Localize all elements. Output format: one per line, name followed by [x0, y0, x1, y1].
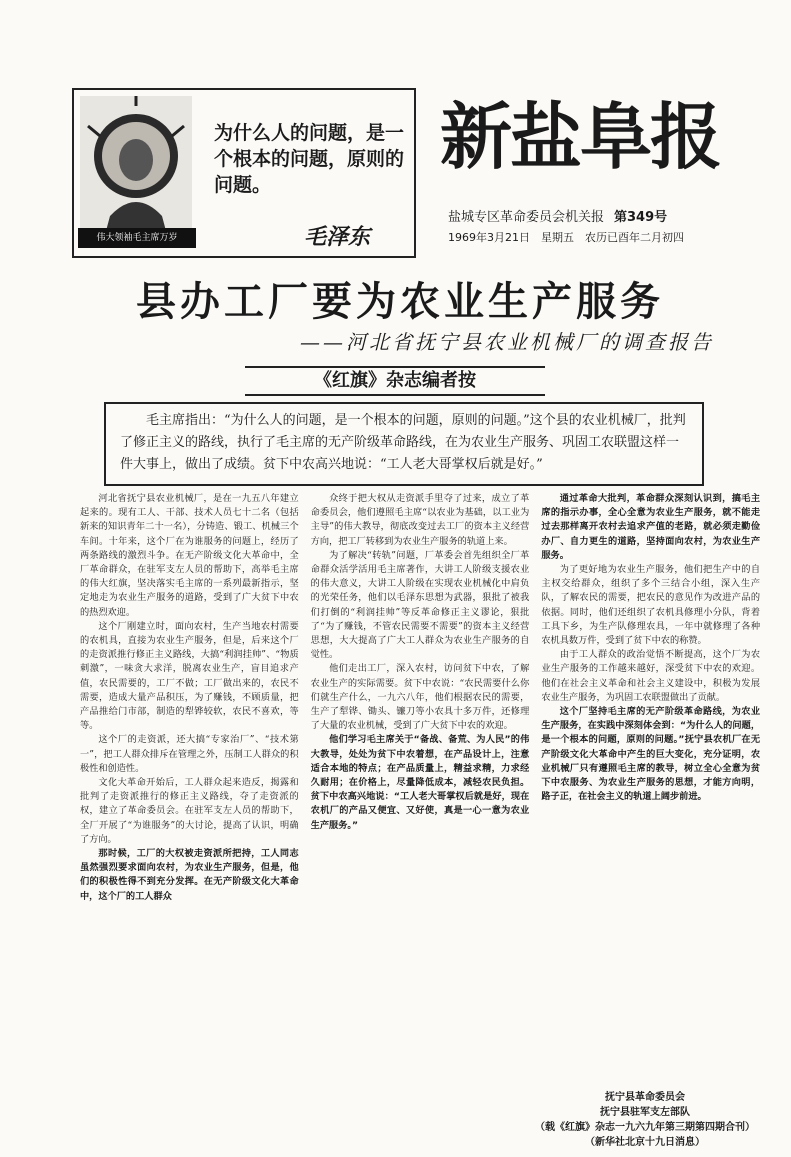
- signoff-unit: 抚宁县驻军支左部队: [600, 1107, 690, 1118]
- publisher-line: [448, 206, 667, 225]
- article-body: [80, 492, 760, 1072]
- headline: 县办工厂要为农业生产服务: [136, 279, 664, 325]
- quote-text: 为什么人的问题，是一个根本的问题，原则的问题。: [214, 122, 405, 196]
- paragraph: 他们学习毛主席关于“备战、备荒、为人民”的伟大教导，处处为贫下中农着想，在产品设计上，注意适合本地的特点；在产品质量上，精益求精，力求经久耐用；在价格上，尽量降低成本，减轻农民负担。贫下中农高兴地说：“工人老大哥掌权后就是好，现在农机厂的产品又便宜、又好使，真是一心一意为农业生产服务。”: [310, 734, 530, 831]
- paragraph: 众终于把大权从走资派手里夺了过来，成立了革命委员会，他们遵照毛主席“以农业为基础，以工业为主导”的伟大教导，彻底改变过去工厂的资本主义经营方向，把工厂转移到为农业生产服务的轨道上来。: [310, 493, 530, 547]
- column-2: [311, 492, 530, 1072]
- signature: 毛泽东: [304, 224, 371, 250]
- publisher: 盐城专区革命委员会机关报: [448, 210, 605, 225]
- paragraph: 由于工人群众的政治觉悟不断提高，这个厂为农业生产服务的工作越来越好，深受贫下中农的欢迎。他们在社会主义革命和社会主义建设中，积极为发展农业生产服务，为巩固工农联盟做出了贡献。: [541, 649, 761, 703]
- paragraph: 这个厂的走资派，还大搞“专家治厂”、“技术第一”，把工人群众排斥在管理之外，压制工人群众的积极性和创造性。: [80, 734, 299, 774]
- editor-note-title: 《红旗》杂志编者按: [245, 366, 545, 396]
- column-1: [80, 492, 299, 1072]
- newspaper-name: 新盐阜报: [440, 95, 721, 179]
- quotation-box: [72, 88, 416, 258]
- paragraph: 通过革命大批判，革命群众深刻认识到，搞毛主席的指示办事，全心全意为农业生产服务，就不能走过去那样离开农村去追求产值的老路，就必须走勤俭办厂、自力更生的道路，坚持面向农村，为农业生产服务。: [541, 493, 761, 561]
- article-signoff: [535, 1090, 755, 1150]
- portrait-icon: [80, 96, 192, 246]
- editor-note: 毛主席指出：“为什么人的问题，是一个根本的问题，原则的问题。”这个县的农业机械厂，批判了修正主义的路线，执行了毛主席的无产阶级革命路线，在为农业生产服务、巩固工农联盟这样一件大事上，做出了成绩。贫下中农高兴地说：“工人老大哥掌权后就是好。”: [104, 402, 704, 486]
- column-3: [541, 492, 760, 1072]
- paragraph: 那时候，工厂的大权被走资派所把持，工人同志虽然强烈要求面向农村，为农业生产服务，但是，他们的积极性得不到充分发挥。在无产阶级文化大革命中，这个厂的工人群众: [80, 848, 299, 902]
- agency-line: （新华社北京十九日消息）: [585, 1137, 705, 1148]
- source-line: （载《红旗》杂志一九六九年第三期第四期合刊）: [535, 1122, 755, 1133]
- issue-number: 第349号: [614, 210, 668, 225]
- paragraph: 为了更好地为农业生产服务，他们把生产中的自主权交给群众，组织了多个三结合小组，深入生产队，了解农民的需要，把农民的意见作为改进产品的依据。同时，他们还组织了农机具修理小分队，背着工具下乡，为生产队修理农具，一年中就修理了各种农机具数万件，受到了贫下中农的称赞。: [541, 564, 761, 647]
- portrait-caption: 伟大领袖毛主席万岁: [78, 228, 196, 248]
- signoff-org: 抚宁县革命委员会: [605, 1092, 685, 1103]
- subheadline: ——河北省抚宁县农业机械厂的调查报告: [300, 330, 714, 354]
- paragraph: 文化大革命开始后，工人群众起来造反，揭露和批判了走资派推行的修正主义路线，夺了走资派的权，建立了革命委员会。在驻军支左人员的帮助下，全厂开展了“为谁服务”的大讨论，提高了认识，明确了方向。: [80, 777, 299, 845]
- paragraph: 他们走出工厂，深入农村，访问贫下中农，了解农业生产的实际需要。贫下中农说：“农民需要什么你们就生产什么，一九六八年，他们根据农民的需要，生产了犁铧、锄头、镰刀等小农具十多万件，还修理了大量的农业机械，受到了广大贫下中农的欢迎。: [310, 663, 530, 732]
- paragraph: 河北省抚宁县农业机械厂，是在一九五八年建立起来的。现有工人、干部、技术人员七十二名（包括新来的知识青年二十一名），分铸造、锻工、机械三个车间。十年来，这个厂在为谁服务的问题上，经历了两条路线的激烈斗争。在无产阶级文化大革命中，全厂革命群众，在驻军支左人员的帮助下，高举毛主席的伟大红旗，坚决落实毛主席的一系列最新指示，坚定地走为农业生产服务的道路，受到了广大贫下中农的热烈欢迎。: [80, 493, 299, 618]
- paragraph: 为了解决“转轨”问题，厂革委会首先组织全厂革命群众活学活用毛主席著作，大讲工人阶级支援农业的伟大意义，大讲工人阶级在实现农业机械化中肩负的光荣任务，他们以毛泽东思想为武器，狠批了被我们打倒的“利润挂帅”等反革命修正主义谬论，狠批了“为了赚钱，不管农民需要不需要”的资本主义经营思想，大大提高了广大工人群众为农业生产服务的自觉性。: [310, 549, 530, 661]
- issue-date: 1969年3月21日 星期五 农历已酉年二月初四: [448, 231, 684, 244]
- paragraph: 这个厂刚建立时，面向农村，生产当地农村需要的农机具，直接为农业生产服务，但是，后来这个厂的走资派推行修正主义路线，大搞“利润挂帅”、“物质刺激”，一味贪大求洋，脱离农业生产，盲目追求产值，农民需要的，工厂不做；工厂做出来的，农民不需要，造成大量产品积压，为了赚钱，不顾质量，把产品推给门市部，制造的犁铧较软，农民不喜欢，等等。: [80, 620, 299, 732]
- paragraph: 这个厂坚持毛主席的无产阶级革命路线，为农业生产服务，在实践中深刻体会到：“为什么人的问题，是一个根本的问题，原则的问题。”抚宁县农机厂在无产阶级文化大革命中产生的巨大变化，充分证明，农业机械厂只有遵照毛主席的教导，树立全心全意为贫下中农服务、为农业生产服务的思想，才能方向明，路子正，在社会主义的轨道上阔步前进。: [541, 706, 761, 803]
